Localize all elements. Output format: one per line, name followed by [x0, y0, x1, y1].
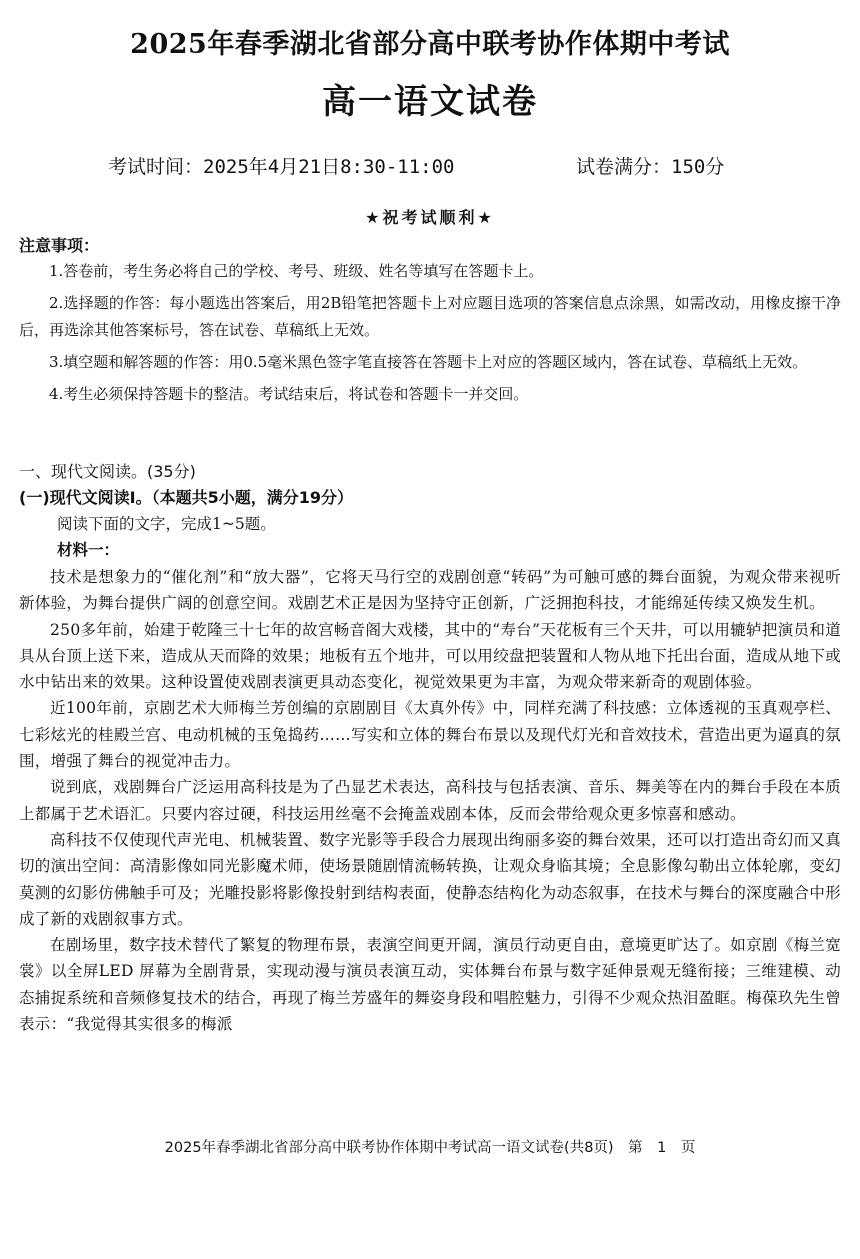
material-paragraph: 在剧场里，数字技术替代了繁复的物理布景，表演空间更开阔，演员行动更自由，意境更旷达了。如京剧《梅兰宽裳》以全屏LED 屏幕为全剧背景，实现动漫与演员表演互动，实体舞台布景与数字延伸景观无缝衔接；三维建模、动态捕捉系统和音频修复技术的结合，再现了梅兰芳盛年的舞姿身段和唱腔魅力，引得不少观众热泪盈眶。梅葆玖先生曾表示：“我觉得其实很多的梅派 [19, 936, 841, 1034]
material-label: 材料一： [57, 541, 120, 559]
exam-full-score: 试卷满分：150分 [576, 156, 725, 178]
section-title: 一、现代文阅读。(35分) [19, 462, 196, 481]
exam-title: 2025年春季湖北省部分高中联考协作体期中考试 [130, 29, 730, 60]
exam-subtitle: 高一语文试卷 [322, 82, 538, 122]
note-item: 4.考生必须保持答题卡的整洁。考试结束后，将试卷和答题卡一并交回。 [49, 385, 529, 403]
notes-heading: 注意事项： [19, 236, 100, 255]
page-footer: 2025年春季湖北省部分高中联考协作体期中考试高一语文试卷(共8页) 第 1 页 [164, 1140, 696, 1156]
material-paragraph: 技术是想象力的“催化剂”和“放大器”，它将天马行空的戏剧创意“转码”为可触可感的舞台面貌，为观众带来视听新体验，为舞台提供广阔的创意空间。戏剧艺术正是因为坚持守正创新，广泛拥抱科技，才能绵延传续又焕发生机。 [19, 568, 841, 613]
material-paragraph: 近100年前，京剧艺术大师梅兰芳创编的京剧剧目《太真外传》中，同样充满了科技感：立体透视的玉真观亭栏、七彩炫光的桂殿兰宫、电动机械的玉兔捣药……写实和立体的舞台布景以及现代灯光和音效技术，营造出更为逼真的氛围，增强了舞台的视觉冲击力。 [19, 699, 841, 771]
good-luck-banner: ★祝考试顺利★ [365, 208, 495, 227]
note-item: 3.填空题和解答题的作答：用0.5毫米黑色签字笔直接答在答题卡上对应的答题区域内，答在试卷、草稿纸上无效。 [49, 353, 808, 371]
note-item: 2.选择题的作答：每小题选出答案后，用2B铅笔把答题卡上对应题目选项的答案信息点涂黑，如需改动，用橡皮擦干净后，再选涂其他答案标号，答在试卷、草稿纸上无效。 [19, 294, 841, 339]
material-paragraph: 250多年前，始建于乾隆三十七年的故宫畅音阁大戏楼，其中的“寿台”天花板有三个天井，可以用辘轳把演员和道具从台顶上送下来，造成从天而降的效果；地板有五个地井，可以用绞盘把装置和人物从地下托出台面，造成从地下或水中钻出来的效果。这种设置使戏剧表演更具动态变化，视觉效果更为丰富，为观众带来新奇的观剧体验。 [19, 620, 841, 692]
material-paragraph: 说到底，戏剧舞台广泛运用高科技是为了凸显艺术表达，高科技与包括表演、音乐、舞美等在内的舞台手段在本质上都属于艺术语汇。只要内容过硬，科技运用丝毫不会掩盖戏剧本体，反而会带给观众更多惊喜和感动。 [19, 778, 841, 823]
material-paragraph: 高科技不仅使现代声光电、机械装置、数字光影等手段合力展现出绚丽多姿的舞台效果，还可以打造出奇幻而又真切的演出空间：高清影像如同光影魔术师，使场景随剧情流畅转换，让观众身临其境；全息影像勾勒出立体轮廓，变幻莫测的幻影仿佛触手可及；光雕投影将影像投射到结构表面，使静态结构化为动态叙事，在技术与舞台的深度融合中形成了新的戏剧叙事方式。 [19, 830, 841, 928]
exam-time: 考试时间：2025年4月21日8:30-11:00 [108, 156, 455, 178]
material-text [19, 564, 841, 1037]
notes-list [19, 258, 841, 408]
reading-instruction: 阅读下面的文字，完成1~5题。 [57, 515, 276, 533]
note-item: 1.答卷前，考生务必将自己的学校、考号、班级、姓名等填写在答题卡上。 [49, 262, 544, 280]
subsection-title: (一)现代文阅读Ⅰ。（本题共5小题，满分19分） [19, 488, 353, 507]
